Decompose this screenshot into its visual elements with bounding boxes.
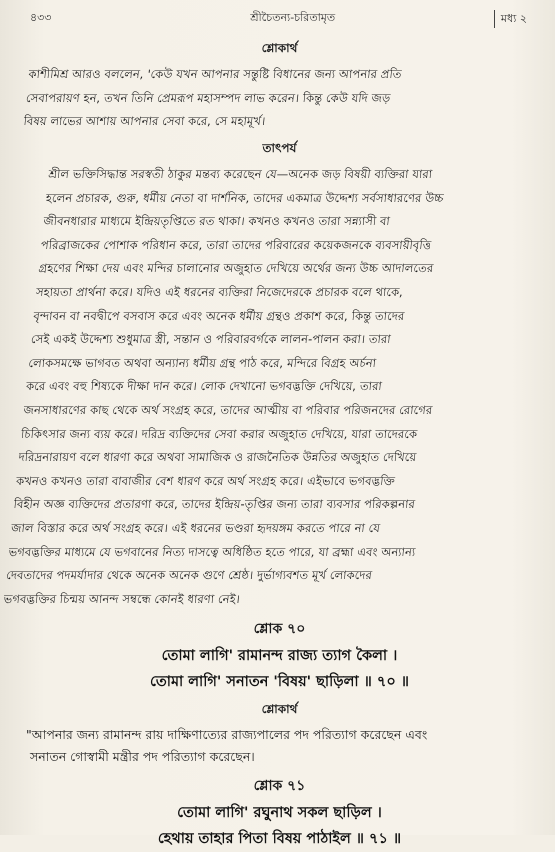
purport-line: গ্রহণের শিক্ষা দেয় এবং মন্দির চালানোর অজুহাত দেখিয়ে অর্থের জন্য উচ্চ আদালতের xyxy=(37,261,434,276)
purport-block xyxy=(2,163,555,611)
translation-line: কাশীমিশ্র আরও বললেন, 'কেউ যখন আপনার সন্তুষ্টি বিধানের জন্য আপনার প্রতি xyxy=(27,67,403,81)
purport-line: পরিব্রাজকের পোশাক পরিধান করে, তারা তাদের পরিবারের কয়েকজনকে ব্যবসায়ীবৃত্তি xyxy=(40,237,432,252)
chapter-marker xyxy=(494,10,527,28)
purport-line: দেবতাদের পদমর্যাদার থেকে অনেক অনেক গুণে শ্রেষ্ঠ। দুর্ভাগ্যবশত মূর্খ লোকদের xyxy=(5,567,373,582)
running-title: শ্রীচৈতন্য-চরিতামৃত xyxy=(250,11,336,24)
translation-line: সনাতন গোস্বামী মন্ত্রীর পদ পরিত্যাগ করেছেন। xyxy=(30,749,255,765)
header-divider xyxy=(494,10,495,28)
purport-line: জাল বিস্তার করে অর্থ সংগ্রহ করে। এই ধরনের ভণ্ডরা হৃদয়ঙ্গম করতে পারে না যে xyxy=(10,520,381,535)
purport-heading: তাৎপর্য xyxy=(262,140,297,155)
verse-line: তোমা লাগি' রামানন্দ রাজ্য ত্যাগ কৈলা । xyxy=(161,648,398,665)
verse-number-71: শ্লোক ৭১ xyxy=(253,778,306,795)
verse-71 xyxy=(26,800,533,852)
translation-line: "আপনার জন্য রামানন্দ রায় দাক্ষিণাত্যের রাজ্যপালের পদ পরিত্যাগ করেছেন এবং xyxy=(26,727,428,743)
purport-line: করে এবং বহু শিষ্যকে দীক্ষা দান করে। লোক দেখানো ভগবদ্ভক্তি দেখিয়ে, তারা xyxy=(25,379,383,394)
purport-line: লোকসমক্ষে ভাগবত অথবা অন্যান্য ধর্মীয় গ্রন্থ পাঠ করে, মন্দিরে বিগ্রহ অর্চনা xyxy=(27,355,377,370)
purport-line: বিহীন অজ্ঞ ব্যক্তিদের প্রতারণা করে, তাদের ইন্দ্রিয়-তৃপ্তির জন্য তারা ব্যবসার পরিকল্পনার xyxy=(12,497,416,512)
purport-line: দরিদ্রনারায়ণ বলে ধারণা করে অথবা সামাজিক ও রাজনৈতিক উন্নতির অজুহাত দেখিয়ে xyxy=(17,449,418,464)
verse-line: তোমা লাগি' সনাতন 'বিষয়' ছাড়িলা ॥ ৭০ ॥ xyxy=(149,674,410,691)
purport-line: হলেন প্রচারক, গুরু, ধর্মীয় নেতা বা দার্শনিক, তাদের একমাত্র উদ্দেশ্য সর্বসাধারণের উচ্চ xyxy=(45,190,445,205)
purport-line: সেই একই উদ্দেশ্য শুধুমাত্র স্ত্রী, সন্তান ও পরিবারবর্গকে লালন-পালন করা। তারা xyxy=(30,331,392,346)
page-header xyxy=(26,10,533,34)
verse-70-translation xyxy=(26,724,533,768)
purport-line: সহায়তা প্রার্থনা করে। যদিও এই ধরনের ব্যক্তিরা নিজেদেরকে প্রচারক বলে থাকে, xyxy=(35,284,404,299)
translation-heading: শ্লোকার্থ xyxy=(261,41,298,55)
purport-line: চিকিৎসার জন্য ব্যয় করে। দরিদ্র ব্যক্তিদের সেবা করার অজুহাত দেখিয়ে, যারা তাদেরকে xyxy=(20,426,418,441)
purport-line: কখনও কখনও তারা বাবাজীর বেশ ধারণ করে অর্থ সংগ্রহ করে। এইভাবে ভগবদ্ভক্তি xyxy=(15,473,396,488)
translation-line: বিষয় লাভের আশায় আপনার সেবা করে, সে মহামূর্খ। xyxy=(22,114,267,129)
purport-line: শ্রীল ভক্তিসিদ্ধান্ত সরস্বতী ঠাকুর মন্তব্য করেছেন যে—অনেক জড় বিষয়ী ব্যক্তিরা যারা xyxy=(47,166,433,181)
purport-line: জনসাধারণের কাছ থেকে অর্থ সংগ্রহ করে, তাদের আত্মীয় বা পরিবার পরিজনদের রোগের xyxy=(22,402,434,417)
purport-line: জীবনধারার মাধ্যমে ইন্দ্রিয়তৃপ্তিতে রত থাকা। কখনও কখনও তারা সন্ন্যাসী বা xyxy=(42,213,391,228)
translation-block xyxy=(22,63,536,134)
verse-number-70: শ্লোক ৭০ xyxy=(253,621,306,638)
page-number: ৪৩৩ xyxy=(30,11,52,24)
verse-70 xyxy=(26,643,533,695)
purport-line: ভগবদ্ভক্তির চিন্ময় আনন্দ সম্বন্ধে কোনই ধারণা নেই। xyxy=(3,591,241,606)
verse-70-translation-heading: শ্লোকার্থ xyxy=(261,702,298,717)
purport-line: ভগবদ্ভক্তির মাধ্যমে যে ভগবানের নিত্য দাসত্বে অধিষ্ঠিত হতে পারে, যা ব্রহ্মা এবং অন্যান্য xyxy=(7,544,417,559)
purport-line: বৃন্দাবন বা নবদ্বীপে বসবাস করে এবং অনেক ধর্মীয় গ্রন্থও প্রকাশ করে, কিন্তু তাদের xyxy=(32,308,406,323)
verse-line: হেথায় তাহার পিতা বিষয় পাঠাইল ॥ ৭১ ॥ xyxy=(157,831,402,848)
verse-line: তোমা লাগি' রঘুনাথ সকল ছাড়িল । xyxy=(177,805,382,822)
translation-line: সেবাপরায়ণ হন, তখন তিনি প্রেমরূপ মহাসম্পদ লাভ করেন। কিন্তু কেউ যদি জড় xyxy=(25,90,392,105)
chapter-label: মধ্য ২ xyxy=(500,12,527,25)
